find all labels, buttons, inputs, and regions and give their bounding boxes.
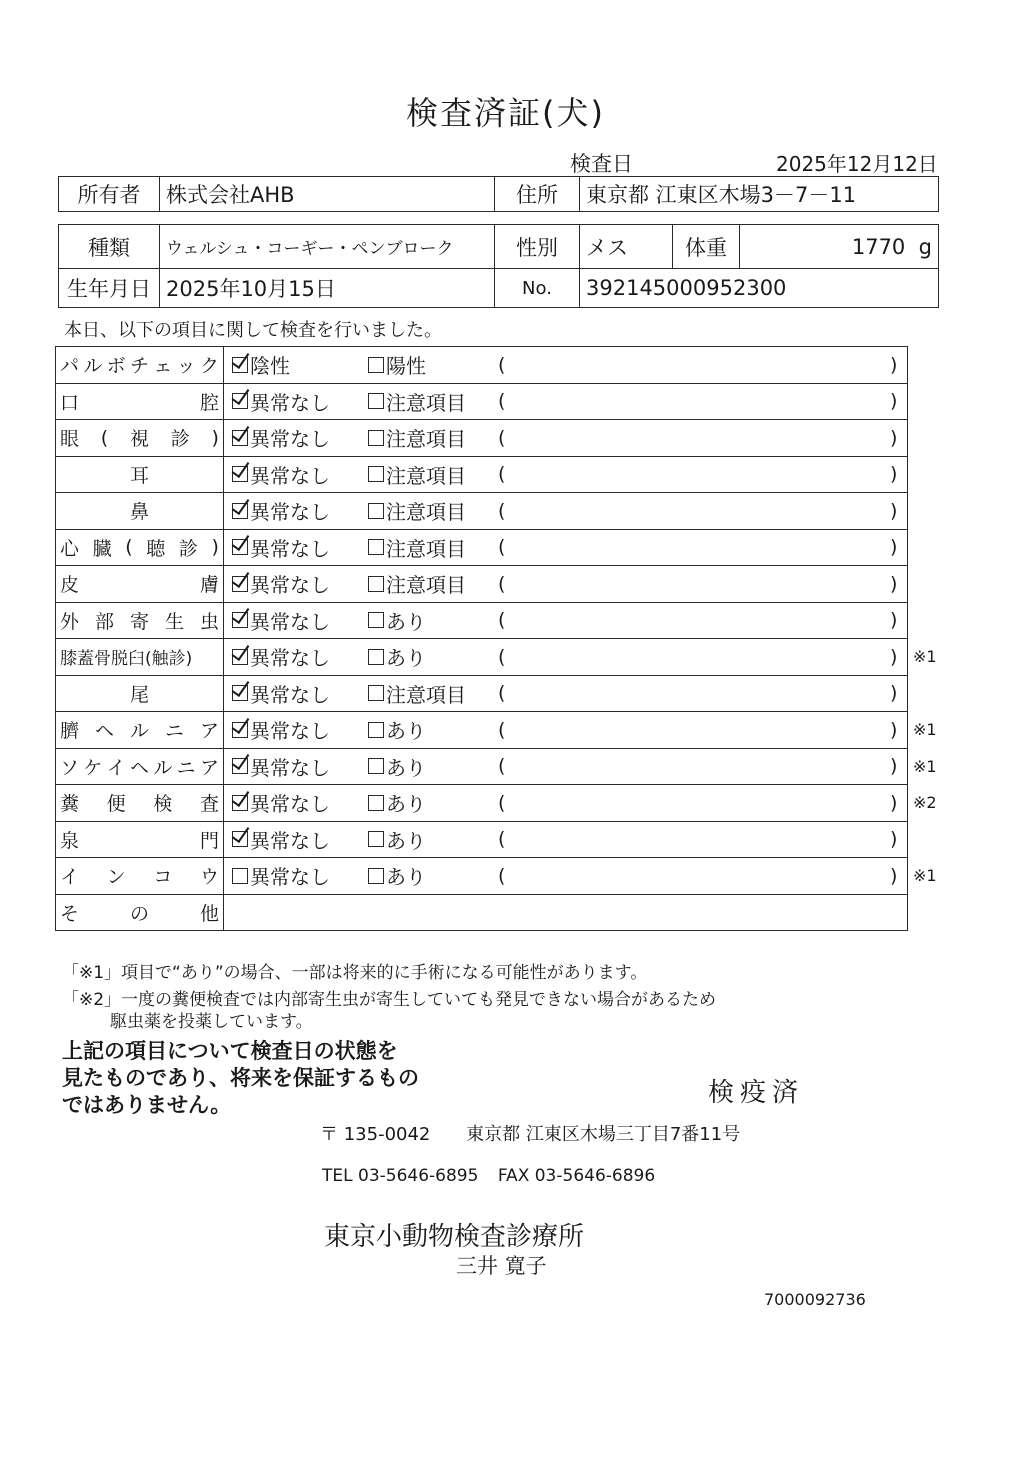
check-item-char: 眼 (60, 428, 80, 451)
option-abnormal (368, 347, 426, 383)
weight-number: 1770 (851, 234, 906, 259)
option-abnormal (368, 530, 466, 566)
check-item-char: ニ (176, 756, 196, 779)
option-normal-label: 異常なし (250, 646, 330, 671)
option-normal (232, 639, 330, 675)
checklist-row (55, 749, 937, 786)
check-item-name (56, 347, 224, 383)
check-item-char: 口 (60, 391, 80, 414)
exam-date-value: 2025年12月12日 (776, 152, 938, 176)
disclaimer-line: ではありません。 (62, 1093, 232, 1117)
check-item-name (56, 676, 224, 712)
check-item-char: 心 (60, 537, 80, 560)
option-abnormal-label: 注意項目 (386, 427, 466, 452)
note-paren-open: ( (498, 499, 506, 522)
checklist (55, 346, 937, 931)
option-normal (232, 493, 330, 529)
check-item-char: 皮 (60, 574, 80, 597)
checkbox-abnormal[interactable] (368, 503, 384, 519)
check-item-name (56, 530, 224, 566)
option-normal-label: 異常なし (250, 427, 330, 452)
check-item-char: 鼻 (129, 501, 149, 524)
option-normal (232, 457, 330, 493)
checkbox-abnormal[interactable] (368, 722, 384, 738)
note-paren-close: ) (890, 426, 898, 449)
no-label: No. (495, 269, 580, 308)
checkbox-abnormal[interactable] (368, 539, 384, 555)
footnote-2-cont: 駆虫薬を投薬しています。 (110, 1012, 313, 1032)
owner-table (58, 176, 939, 212)
check-item-char: 外 (60, 610, 80, 633)
option-abnormal (368, 639, 426, 675)
note-paren-close: ) (890, 463, 898, 486)
note-paren-open: ( (498, 864, 506, 887)
note-paren-open: ( (498, 755, 506, 778)
note-paren-open: ( (498, 463, 506, 486)
check-item-char: ヘ (94, 720, 114, 743)
option-normal (232, 347, 290, 383)
note-paren-close: ) (890, 791, 898, 814)
option-normal-label: 異常なし (250, 390, 330, 415)
check-item-name (56, 384, 224, 420)
checkbox-abnormal[interactable] (368, 430, 384, 446)
check-item-char: 寄 (129, 610, 149, 633)
note-paren-open: ( (498, 426, 506, 449)
option-abnormal-label: 注意項目 (386, 682, 466, 707)
option-normal-label: 異常なし (250, 463, 330, 488)
footnote-1: 「※1」項目で“あり”の場合、一部は将来的に手術になる可能性があります。 (62, 963, 648, 983)
check-item-char: ニ (164, 720, 184, 743)
check-item-char: ) (211, 536, 219, 559)
option-abnormal (368, 712, 426, 748)
checklist-row (55, 822, 908, 859)
option-normal (232, 822, 330, 858)
check-item-char: 査 (199, 793, 219, 816)
option-normal (232, 566, 330, 602)
clinic-name: 東京小動物検査診療所 (324, 1222, 585, 1252)
check-item-name (56, 639, 224, 675)
check-item-char: 聴 (146, 537, 166, 560)
note-paren-close: ) (890, 755, 898, 778)
checklist-row (55, 785, 937, 822)
check-item-char: 便 (106, 793, 126, 816)
option-abnormal-label: あり (386, 646, 426, 671)
quarantine-stamp: 検疫済 (708, 1078, 805, 1108)
option-abnormal-label: あり (386, 828, 426, 853)
checkbox-normal[interactable] (232, 795, 248, 811)
sex-label: 性別 (495, 225, 580, 269)
option-abnormal-label: 注意項目 (386, 536, 466, 561)
disclaimer-line: 上記の項目について検査日の状態を (62, 1039, 398, 1063)
note-paren-close: ) (890, 390, 898, 413)
document-title: 検査済証(犬) (406, 94, 605, 132)
dob-value: 2025年10月15日 (160, 269, 495, 308)
option-normal (232, 530, 330, 566)
option-normal-label: 異常なし (250, 719, 330, 744)
check-item-char: 膝蓋骨脱臼(触診) (60, 649, 193, 670)
breed-value: ウェルシュ・コーギー・ペンブローク (160, 225, 495, 269)
other-name (56, 895, 224, 931)
note-paren-close: ) (890, 499, 898, 522)
owner-label: 所有者 (59, 177, 160, 212)
check-item-name (56, 749, 224, 785)
check-item-name (56, 822, 224, 858)
option-abnormal-label: 注意項目 (386, 390, 466, 415)
option-normal-label: 異常なし (250, 573, 330, 598)
option-abnormal-label: あり (386, 792, 426, 817)
check-item-char: ル (129, 720, 149, 743)
check-item-char: 生 (164, 610, 184, 633)
option-abnormal (368, 493, 466, 529)
weight-label: 体重 (673, 225, 740, 269)
check-item-name (56, 493, 224, 529)
checkbox-normal[interactable] (232, 539, 248, 555)
checklist-row (55, 639, 937, 676)
check-item-name (56, 457, 224, 493)
option-abnormal-label: あり (386, 609, 426, 634)
checkbox-abnormal[interactable] (368, 831, 384, 847)
postal-code: 〒 135-0042 (320, 1124, 431, 1145)
option-normal (232, 676, 330, 712)
check-item-char: ン (106, 866, 126, 889)
checklist-row (55, 530, 908, 567)
check-item-name (56, 603, 224, 639)
option-normal-label: 陰性 (250, 354, 290, 379)
check-item-char: ェ (153, 355, 173, 378)
dob-label: 生年月日 (59, 269, 160, 308)
check-item-char: 検 (153, 793, 173, 816)
checkbox-normal[interactable] (232, 503, 248, 519)
checkbox-normal[interactable] (232, 831, 248, 847)
option-abnormal (368, 858, 426, 894)
option-abnormal-label: 注意項目 (386, 463, 466, 488)
other-char: 他 (199, 902, 219, 925)
clinic-street: 東京都 江東区木場三丁目7番11号 (466, 1124, 741, 1145)
checklist-row (55, 712, 937, 749)
other-char: そ (60, 902, 80, 925)
option-normal-label: 異常なし (250, 536, 330, 561)
note-paren-close: ) (890, 353, 898, 376)
checkbox-abnormal[interactable] (368, 357, 384, 373)
check-item-char: 臍 (60, 720, 80, 743)
option-abnormal (368, 822, 426, 858)
note-paren-open: ( (498, 609, 506, 632)
clinic-fax: FAX 03-5646-6896 (497, 1166, 656, 1186)
check-item-char: 視 (129, 428, 149, 451)
other-char: の (129, 902, 149, 925)
footnote-2: 「※2」一度の糞便検査では内部寄生虫が寄生していても発見できない場合があるため (62, 990, 717, 1010)
option-abnormal (368, 384, 466, 420)
weight-unit: g (918, 234, 932, 259)
option-normal-label: 異常なし (250, 828, 330, 853)
checkbox-normal[interactable] (232, 649, 248, 665)
option-normal-label: 異常なし (250, 865, 330, 890)
check-item-char: イ (106, 756, 126, 779)
check-item-char: ) (211, 426, 219, 449)
option-abnormal (368, 785, 426, 821)
check-item-char: 泉 (60, 829, 80, 852)
check-item-char: ケ (83, 756, 103, 779)
option-normal-label: 異常なし (250, 500, 330, 525)
option-normal-label: 異常なし (250, 609, 330, 634)
option-abnormal (368, 603, 426, 639)
pet-table (58, 224, 939, 308)
checkbox-abnormal[interactable] (368, 576, 384, 592)
footnote-ref: ※1 (913, 720, 937, 740)
check-item-char: ッ (176, 355, 196, 378)
check-item-char: ア (199, 756, 219, 779)
option-abnormal-label: 注意項目 (386, 573, 466, 598)
checklist-row (55, 457, 908, 494)
footnote-ref: ※1 (913, 756, 937, 776)
option-abnormal-label: あり (386, 865, 426, 890)
note-paren-close: ) (890, 682, 898, 705)
option-normal (232, 712, 330, 748)
check-item-name (56, 712, 224, 748)
note-paren-open: ( (498, 645, 506, 668)
note-paren-open: ( (498, 828, 506, 851)
check-item-name (56, 566, 224, 602)
check-item-char: ヘ (129, 756, 149, 779)
note-paren-open: ( (498, 536, 506, 559)
checkbox-abnormal[interactable] (368, 466, 384, 482)
option-normal-label: 異常なし (250, 682, 330, 707)
checkbox-abnormal[interactable] (368, 649, 384, 665)
check-item-char: ク (199, 355, 219, 378)
checkbox-normal[interactable] (232, 722, 248, 738)
exam-date-label: 検査日 (570, 152, 633, 176)
check-item-char: ボ (106, 355, 126, 378)
note-paren-close: ) (890, 536, 898, 559)
checklist-row (55, 384, 908, 421)
note-paren-open: ( (498, 390, 506, 413)
footnote-ref: ※1 (913, 647, 937, 667)
note-paren-open: ( (498, 791, 506, 814)
note-paren-close: ) (890, 572, 898, 595)
sex-value: メス (580, 225, 673, 269)
checklist-row (55, 603, 908, 640)
option-abnormal (368, 676, 466, 712)
check-item-char: 耳 (129, 464, 149, 487)
option-abnormal-label: あり (386, 755, 426, 780)
option-normal (232, 858, 330, 894)
address-label: 住所 (495, 177, 580, 212)
checklist-row (55, 858, 937, 895)
check-item-char: ル (83, 355, 103, 378)
check-item-char: 診 (170, 428, 190, 451)
checkbox-abnormal[interactable] (368, 685, 384, 701)
disclaimer (62, 1038, 462, 1119)
note-paren-open: ( (498, 682, 506, 705)
check-item-char: ウ (199, 866, 219, 889)
footnote-ref: ※1 (913, 866, 937, 886)
vet-name: 三井 寛子 (456, 1254, 547, 1278)
address-value: 東京都 江東区木場3－7－11 (580, 177, 939, 212)
checklist-row-other (55, 895, 908, 932)
check-item-char: 糞 (60, 793, 80, 816)
checkbox-normal[interactable] (232, 758, 248, 774)
no-value: 392145000952300 (580, 269, 939, 308)
note-paren-close: ) (890, 828, 898, 851)
checklist-row (55, 676, 908, 713)
checklist-row (55, 420, 908, 457)
check-item-name (56, 858, 224, 894)
checkbox-abnormal[interactable] (368, 795, 384, 811)
check-item-name (56, 420, 224, 456)
note-paren-open: ( (498, 353, 506, 376)
checkbox-normal[interactable] (232, 430, 248, 446)
checkbox-normal[interactable] (232, 357, 248, 373)
check-item-char: 部 (94, 610, 114, 633)
check-item-char: 腔 (199, 391, 219, 414)
check-item-char: イ (60, 866, 80, 889)
note-paren-open: ( (498, 572, 506, 595)
check-item-char: ソ (60, 756, 80, 779)
note-paren-close: ) (890, 718, 898, 741)
breed-label: 種類 (59, 225, 160, 269)
check-item-char: 診 (178, 537, 198, 560)
checkbox-normal[interactable] (232, 612, 248, 628)
checklist-row (55, 566, 908, 603)
check-item-char: チ (129, 355, 149, 378)
checkbox-abnormal[interactable] (368, 758, 384, 774)
option-abnormal (368, 749, 426, 785)
check-item-char: ア (199, 720, 219, 743)
option-normal-label: 異常なし (250, 792, 330, 817)
checklist-row (55, 347, 908, 384)
checkbox-normal[interactable] (232, 868, 248, 884)
checkbox-abnormal[interactable] (368, 612, 384, 628)
check-item-char: 門 (199, 829, 219, 852)
option-abnormal (368, 420, 466, 456)
note-paren-close: ) (890, 864, 898, 887)
option-abnormal-label: 注意項目 (386, 500, 466, 525)
note-paren-close: ) (890, 645, 898, 668)
disclaimer-line: 見たものであり、将来を保証するもの (62, 1066, 419, 1090)
checkbox-normal[interactable] (232, 393, 248, 409)
check-item-char: 膚 (199, 574, 219, 597)
checklist-row (55, 493, 908, 530)
checkbox-abnormal[interactable] (368, 868, 384, 884)
check-item-char: 尾 (129, 683, 149, 706)
check-item-char: コ (153, 866, 173, 889)
check-item-char: 臓 (92, 537, 112, 560)
option-abnormal-label: あり (386, 719, 426, 744)
check-item-char: パ (60, 355, 80, 378)
option-abnormal (368, 457, 466, 493)
checkbox-normal[interactable] (232, 466, 248, 482)
checkbox-normal[interactable] (232, 685, 248, 701)
option-abnormal (368, 566, 466, 602)
check-item-char: ( (100, 426, 109, 449)
option-normal (232, 384, 330, 420)
note-paren-open: ( (498, 718, 506, 741)
footnote-ref: ※2 (913, 793, 937, 813)
clinic-tel: TEL 03-5646-6895 (322, 1166, 479, 1186)
option-normal (232, 420, 330, 456)
check-item-char: ( (125, 536, 133, 559)
checkbox-normal[interactable] (232, 576, 248, 592)
intro-text: 本日、以下の項目に関して検査を行いました。 (64, 320, 442, 341)
serial-number: 7000092736 (764, 1290, 866, 1309)
option-abnormal-label: 陽性 (386, 354, 426, 379)
checkbox-abnormal[interactable] (368, 393, 384, 409)
option-normal (232, 749, 330, 785)
option-normal (232, 603, 330, 639)
weight-value (740, 225, 939, 269)
owner-value: 株式会社AHB (160, 177, 495, 212)
note-paren-close: ) (890, 609, 898, 632)
option-normal-label: 異常なし (250, 755, 330, 780)
check-item-char: 虫 (199, 610, 219, 633)
check-item-name (56, 785, 224, 821)
option-normal (232, 785, 330, 821)
clinic-contact (322, 1166, 655, 1186)
clinic-address (320, 1120, 740, 1146)
check-item-char: ル (153, 756, 173, 779)
